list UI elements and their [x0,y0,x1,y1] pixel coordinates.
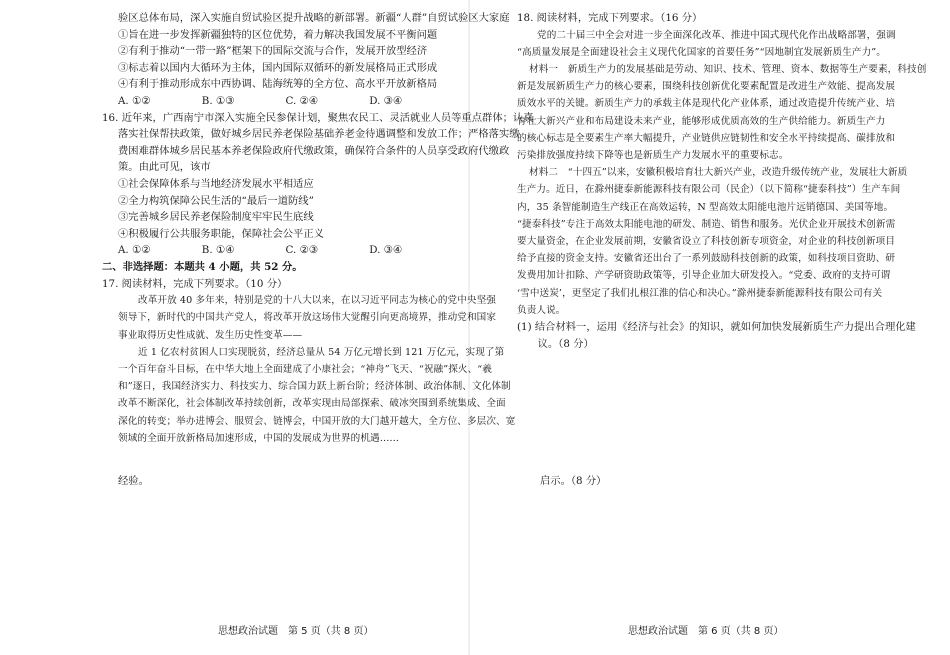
q15-choice-d: D. ③④ [369,94,403,107]
q18-sub1-line: 议。（8 分） [517,337,594,350]
right-page-footer: 思想政治试题 第 6 页（共 8 页） [628,626,784,637]
q16-option-3: ③完善城乡居民养老保险制度牢牢民生底线 [118,211,314,224]
q15-choice-a: A. ①② [118,94,151,107]
q17-intro: 17. 阅读材料，完成下列要求。（10 分） [102,277,288,290]
material-one-line: 的核心标志是全要素生产率大幅提升，产业链供应链韧性和安全水平持续提高、碳排放和 [517,132,896,144]
material-two-line: 负责人说。 [517,304,566,316]
q16-choice-c: C. ②③ [285,244,319,257]
q17-answer-label: 经验。 [118,475,149,487]
q16-stem: 费困难群体城乡居民基本养老保险政府代缴政策，确保符合条件的人员享受政府代缴政 [118,144,510,157]
q17-material-line: 事业取得历史性成就、发生历史性变革—— [118,329,303,341]
q18-answer-label: 启示。（8 分） [540,475,607,487]
q16-stem: 落实社保帮扶政策，做好城乡居民养老保险基础养老金待遇调整和发放工作；严格落实缴 [118,128,520,141]
q16-stem: 策。由此可见，该市 [118,161,211,174]
material-two-line: 给予直接的资金支持。安徽省还出台了一系列鼓励科技创新的政策，如科技项目资助、研 [517,253,896,265]
material-two-line: “捷泰科技”专注于高效太阳能电池的研发、制造、销售和服务。光伏企业开展技术创新需 [517,218,896,230]
material-two-line: 要大量资金，在企业发展前期，安徽省设立了科技创新专项资金，对企业的科技创新项目 [517,236,896,248]
q18-sub1-line: (1) 结合材料一，运用《经济与社会》的知识，就如何加快发展新质生产力提出合理化建 [517,321,916,334]
q16-choices [118,242,453,259]
material-one-line: 材料一 新质生产力的发展基础是劳动、知识、技术、管理、资本、数据等生产要素，科技创 [529,64,927,75]
q16-stem: 16. 近年来，广西南宁市深入实施全民参保计划，聚焦农民工、灵活就业人员等重点群体；认真 [102,111,534,124]
q18-lead-line: 党的二十届三中全会对进一步全面深化改革、推进中国式现代化作出战略部署，强调 [537,29,896,41]
material-two-line: ‘雪中送炭’，更坚定了我们扎根江淮的信心和决心。”滁州捷泰新能源科技有限公司有关 [517,287,883,299]
material-two-line: 发费用加计扣除、产学研资助政策等，引导企业加大研发投入。“党委、政府的支持可谓 [517,270,891,282]
q15-option-3: ③标志着以国内大循环为主体，国内国际双循环的新发展格局正式形成 [118,61,438,74]
q15-option-2: ②有利于推动“一带一路”框架下的国际交流与合作，发展开放型经济 [118,45,428,58]
material-one-line: 新是发展新质生产力的核心要素，围绕科技创新优化要素配置是改进生产效能、提高发展 [517,81,896,93]
q15-option-1: ①旨在进一步发挥新疆独特的区位优势，着力解决我国发展不平衡问题 [118,28,438,41]
q16-choice-b: B. ①④ [201,244,235,257]
material-one-line: 育壮大新兴产业和布局建设未来产业，能够形成优质高效的生产供给能力。新质生产力 [517,115,886,127]
q17-material-line: 和”逐日，我国经济实力、科技实力、综合国力跃上新台阶；经济体制、政治体制、文化体制 [118,381,511,393]
q16-option-2: ②全力构筑保障公民生活的“最后一道防线” [118,194,314,207]
material-two-line: 材料二 “十四五”以来，安徽积极培育壮大新兴产业，改造升级传统产业，发展壮大新质 [529,167,908,179]
q15-line: 验区总体布局，深入实施自贸试验区提升战略的新部署。新疆“人群”自贸试验区大家庭 [118,12,510,24]
q16-option-1: ①社会保障体系与当地经济发展水平相适应 [118,177,314,190]
right-page [475,0,950,655]
q15-choice-c: C. ②④ [285,94,319,107]
q17-material-line: 近 1 亿农村贫困人口实现脱贫，经济总量从 54 万亿元增长到 121 万亿元，实现了第 [138,346,505,358]
material-one-line: 质效水平的关键。新质生产力的承载主体是现代化产业体系，通过改造提升传统产业、培 [517,98,896,110]
q17-material-line: 领域的全面开放新格局加速形成，中国的发展成为世界的机遇…… [118,432,400,444]
q15-choices [118,93,453,110]
q16-choice-d: D. ③④ [369,244,403,257]
left-page-footer: 思想政治试题 第 5 页（共 8 页） [218,626,374,637]
section-two-heading: 二、非选择题：本题共 4 小题，共 52 分。 [102,260,303,273]
q18-intro: 18. 阅读材料，完成下列要求。（16 分） [517,12,703,24]
q15-choice-b: B. ①③ [201,94,235,107]
q17-material-line: 改革不断深化，社会体制改革持续创新，改革实现由局部探索、破冰突围到系统集成、全面 [118,398,506,410]
q17-material-line: 改革开放 40 多年来，特别是党的十八大以来，在以习近平同志为核心的党中央坚强 [138,295,496,307]
q17-material-line: 领导下，新时代的中国共产党人，将改革开放这场伟大觉醒引向更高境界，推动党和国家 [118,312,497,324]
material-two-line: 内，35 条智能制造生产线正在高效运转，N 型高效太阳能电池片远销德国、美国等地。 [517,201,894,213]
q17-material-line: 一个百年奋斗目标，在中华大地上全面建成了小康社会；“神舟”飞天、“祝融”探火、“羲 [118,363,492,375]
q15-option-4: ④有利于推动形成东中西协调、陆海统筹的全方位、高水平开放新格局 [118,78,438,91]
q16-option-4: ④积极履行公共服务职能，保障社会公平正义 [118,227,324,240]
q18-lead-line: “高质量发展是全面建设社会主义现代化国家的首要任务”“因地制宜发展新质生产力”。 [517,46,886,58]
material-one-line: 污染排放强度持续下降等也是新质生产力发展水平的重要标志。 [517,150,789,162]
q16-choice-a: A. ①② [118,244,151,257]
q17-material-line: 深化的转变；举办进博会、服贸会、链博会，中国开放的大门越开越大，全方位、多层次、宽 [118,415,516,427]
material-two-line: 生产力。近日，在滁州捷泰新能源科技有限公司（民企）（以下简称“捷泰科技”）生产车间 [517,184,901,196]
